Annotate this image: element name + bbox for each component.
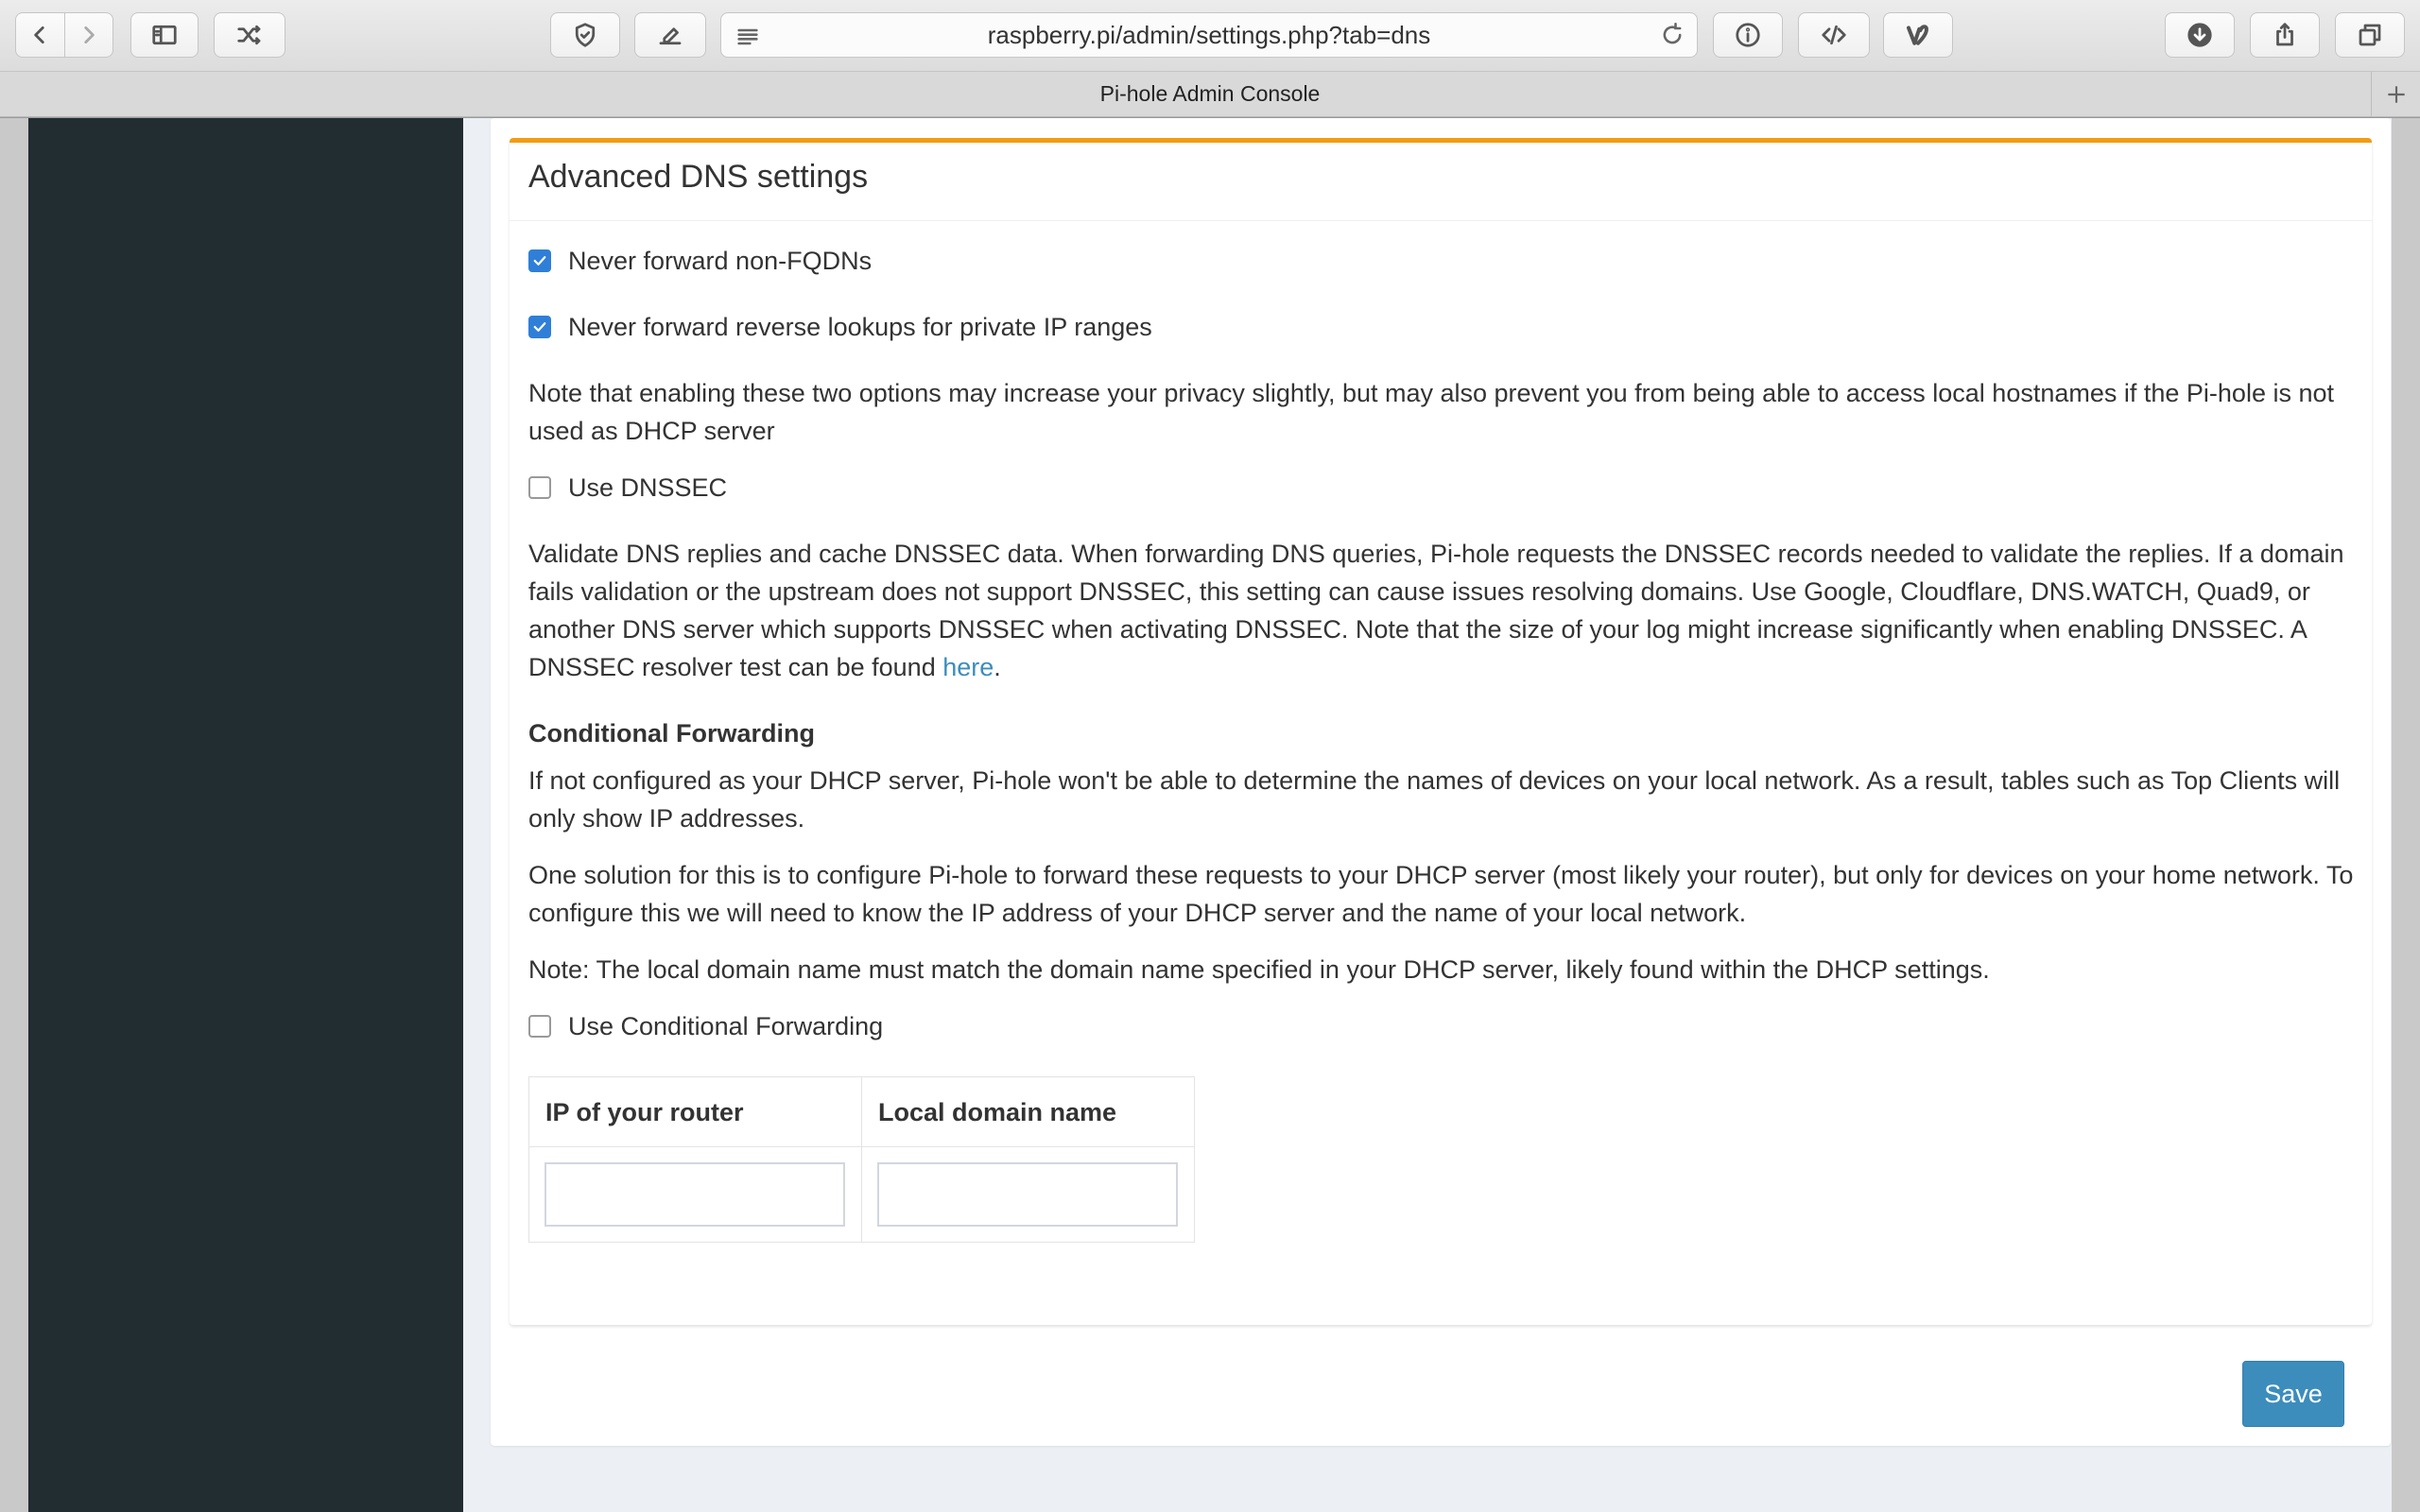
dnssec-description: Validate DNS replies and cache DNSSEC data. When forwarding DNS queries, Pi-hole requests the DNSSEC records needed to validate the replies. If a domain fails validation or the upstream does not support DNSSEC, this setting can cause issues resolving domains. Use Google, Cloudflare, DNS.WATCH, Quad9, or another DNS server which supports DNSSEC when activating DNSSEC. Note that the size of your log might increase significantly when enabling DNSSEC. A DNSSEC resolver test can be found here.	[528, 540, 2344, 681]
forward-button[interactable]	[64, 13, 113, 57]
never-forward-fqdn-checkbox[interactable]	[528, 249, 551, 272]
never-forward-fqdn-label: Never forward non-FQDNs	[568, 247, 873, 275]
cf-paragraph-2: One solution for this is to configure Pi-hole to forward these requests to your DHCP server (most likely your router), but only for devices on your home network. To configure this we will need to know the IP address of your DHCP server and the name of your local network.	[528, 861, 2354, 927]
use-conditional-forwarding-checkbox[interactable]	[528, 1015, 551, 1038]
address-bar[interactable]	[720, 12, 1698, 58]
dnssec-test-link[interactable]: here	[942, 653, 994, 681]
never-forward-reverse-checkbox[interactable]	[528, 316, 551, 338]
tab-bar	[0, 72, 2420, 117]
annotate-button[interactable]	[634, 12, 706, 58]
reader-button[interactable]	[735, 24, 761, 57]
tab-title[interactable]: Pi-hole Admin Console	[1099, 81, 1321, 106]
admin-page	[28, 118, 2392, 1512]
tab-overview-button[interactable]	[2335, 12, 2405, 58]
router-ip-header: IP of your router	[529, 1077, 862, 1147]
cf-note: Note: The local domain name must match the domain name specified in your DHCP server, likely found within the DHCP settings.	[528, 955, 1990, 984]
checkmark-icon	[531, 318, 548, 335]
browser-toolbar	[0, 0, 2420, 72]
conditional-forwarding-table	[528, 1076, 1195, 1243]
never-forward-reverse-option[interactable]	[528, 308, 1152, 346]
code-icon	[1820, 21, 1848, 49]
sidebar-icon	[150, 21, 179, 49]
shuffle-icon	[235, 21, 264, 49]
reload-button[interactable]	[1659, 22, 1685, 55]
box-title: Advanced DNS settings	[528, 159, 869, 195]
checkmark-icon	[531, 252, 548, 269]
info-button[interactable]	[1713, 12, 1783, 58]
table-header-row	[529, 1077, 1195, 1147]
cf-paragraph-1: If not configured as your DHCP server, Pi-hole won't be able to determine the names of devices on your local network. As a result, tables such as Top Clients will only show IP addresses.	[528, 766, 2341, 833]
vimeo-extension-button[interactable]	[1883, 12, 1953, 58]
never-forward-reverse-label: Never forward reverse lookups for private IP ranges	[568, 313, 1152, 341]
conditional-forwarding-heading: Conditional Forwarding	[528, 719, 815, 747]
use-dnssec-label: Use DNSSEC	[568, 473, 728, 502]
tabs-icon	[2356, 21, 2384, 49]
router-ip-input[interactable]	[544, 1162, 845, 1227]
table-row	[529, 1147, 1195, 1243]
share-button[interactable]	[2250, 12, 2320, 58]
privacy-shield-button[interactable]	[550, 12, 620, 58]
use-dnssec-checkbox[interactable]	[528, 476, 551, 499]
url-text: raspberry.pi/admin/settings.php?tab=dns	[987, 20, 1431, 49]
sidebar-toggle-button[interactable]	[130, 12, 199, 58]
downloads-button[interactable]	[2165, 12, 2235, 58]
box-header	[510, 143, 2372, 221]
shuffle-button[interactable]	[214, 12, 285, 58]
new-tab-button[interactable]	[2371, 72, 2420, 116]
page-viewport	[0, 118, 2420, 1512]
nav-buttons	[15, 12, 113, 58]
dnssec-description-text: Validate DNS replies and cache DNSSEC data. When forwarding DNS queries, Pi-hole requests the DNSSEC records needed to validate the replies. If a domain fails validation or the upstream does not support DNSSEC, this setting can cause issues resolving domains. Use Google, Cloudflare, DNS.WATCH, Quad9, or another DNS server which supports DNSSEC when activating DNSSEC. Note that the size of your log might increase significantly when enabling DNSSEC. A DNSSEC resolver test can be found	[528, 540, 2344, 681]
reader-icon	[735, 24, 761, 50]
developer-button[interactable]	[1798, 12, 1870, 58]
info-icon	[1734, 21, 1762, 49]
shield-icon	[571, 21, 599, 49]
plus-icon	[2384, 82, 2409, 107]
local-domain-input[interactable]	[877, 1162, 1178, 1227]
reload-icon	[1659, 22, 1685, 48]
share-icon	[2271, 21, 2299, 49]
never-forward-fqdn-option[interactable]	[528, 242, 872, 280]
use-conditional-forwarding-option[interactable]	[528, 1007, 883, 1045]
use-dnssec-option[interactable]	[528, 469, 727, 507]
save-button[interactable]: Save	[2242, 1361, 2344, 1427]
router-ip-cell	[529, 1147, 862, 1243]
download-icon	[2186, 21, 2214, 49]
privacy-note: Note that enabling these two options may increase your privacy slightly, but may also prevent you from being able to access local hostnames if the Pi-hole is not used as DHCP server	[528, 379, 2334, 445]
sidebar	[28, 118, 463, 1512]
vimeo-icon	[1904, 21, 1932, 49]
use-conditional-forwarding-label: Use Conditional Forwarding	[568, 1012, 884, 1040]
local-domain-cell	[862, 1147, 1195, 1243]
advanced-dns-box	[510, 138, 2372, 1325]
settings-panel	[491, 118, 2391, 1446]
pen-icon	[656, 21, 684, 49]
back-icon	[27, 23, 52, 47]
forward-icon	[77, 23, 101, 47]
local-domain-header: Local domain name	[862, 1077, 1195, 1147]
back-button[interactable]	[16, 13, 64, 57]
